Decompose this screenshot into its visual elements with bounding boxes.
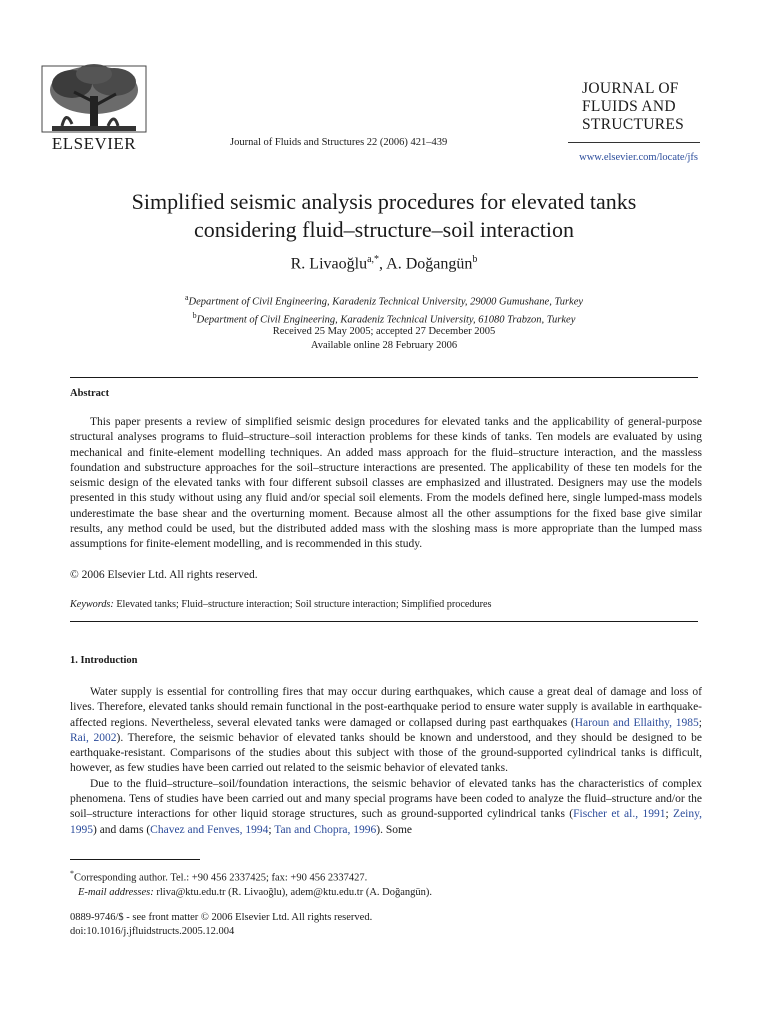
- affiliation-text: Department of Civil Engineering, Karadeniz Technical University, 61080 Trabzon, Turkey: [196, 314, 576, 325]
- author-list: [0, 254, 768, 273]
- available-date: Available online 28 February 2006: [310, 340, 458, 351]
- affiliation-text: Department of Civil Engineering, Karadeniz Technical University, 29000 Gumushane, Turkey: [188, 296, 584, 308]
- author-separator: ,: [379, 255, 387, 273]
- section-heading: 1. Introduction: [70, 655, 138, 666]
- paragraph: [70, 777, 702, 838]
- header-divider: [568, 142, 700, 143]
- citation-link[interactable]: Zeiny, 1995: [70, 808, 702, 836]
- journal-title-line: FLUIDS AND: [582, 98, 676, 115]
- affiliation-marker: b: [192, 310, 197, 320]
- paragraph-text: ). Therefore, the seismic behavior of elevated tanks should be known and understood, and they should be designed to be earthquake-resistant. Comparisons of the studies about this subject with those of the ground-supported cylindrical tanks is difficult, however, as few studies have been carried out related to the seismic behavior of elevated tanks.: [70, 731, 703, 775]
- paragraph-text: ) and dams (: [93, 823, 151, 836]
- article-dates: [0, 325, 768, 353]
- article-title-line: Simplified seismic analysis procedures for elevated tanks: [131, 189, 637, 214]
- email-label: E-mail addresses:: [78, 886, 154, 898]
- article-title: [0, 188, 768, 244]
- citation-link[interactable]: Rai, 2002: [70, 731, 117, 744]
- front-matter: [70, 911, 372, 939]
- paragraph-text: ;: [698, 716, 702, 729]
- affiliations: [0, 291, 768, 326]
- journal-title-line: JOURNAL OF: [582, 80, 679, 97]
- paragraph-text: ;: [268, 823, 275, 836]
- keywords: [70, 599, 491, 610]
- affiliation-a: [0, 291, 768, 309]
- abstract-heading: Abstract: [70, 388, 110, 399]
- corresponding-author-note: [70, 867, 710, 886]
- footnote-text: Corresponding author. Tel.: +90 456 2337425; fax: +90 456 2337427.: [74, 872, 368, 884]
- abstract-copyright: © 2006 Elsevier Ltd. All rights reserved.: [70, 569, 258, 581]
- author-name: A. Doğangün: [386, 255, 473, 273]
- paragraph-text: Water supply is essential for controlling fires that may occur during earthquakes, which cause a great deal of damage and loss of lives. Therefore, elevated tanks should remain functional in the post-earthquake period to ensure water supply is available in earthquake-affected regions. Nevertheless, several elevated tanks were damaged or collapsed during past earthquakes (: [70, 686, 702, 729]
- introduction-body: [70, 685, 702, 838]
- keywords-text: Elevated tanks; Fluid–structure interaction; Soil structure interaction; Simplified procedures: [113, 599, 492, 610]
- abstract-top-rule: [70, 377, 698, 378]
- citation-link[interactable]: Fischer et al., 1991: [573, 808, 666, 821]
- footnote-rule: [70, 859, 200, 860]
- publisher-name: ELSEVIER: [51, 134, 137, 153]
- journal-title-line: STRUCTURES: [582, 116, 685, 133]
- email-addresses: rliva@ktu.edu.tr (R. Livaoğlu), adem@ktu.edu.tr (A. Doğangün).: [153, 886, 433, 898]
- affiliation-b: [0, 309, 768, 327]
- article-title-line: considering fluid–structure–soil interaction: [193, 217, 574, 242]
- footnotes: [70, 867, 710, 900]
- author-name: R. Livaoğlu: [290, 255, 368, 273]
- affiliation-marker: a: [184, 293, 189, 302]
- footnote-marker: *: [70, 869, 74, 878]
- email-note: [70, 886, 710, 900]
- citation-link[interactable]: Haroun and Ellaithy, 1985: [574, 716, 699, 729]
- author-affiliation-marker: a,*: [367, 254, 380, 265]
- journal-url-link[interactable]: www.elsevier.com/locate/jfs: [579, 152, 698, 163]
- paragraph-text: ). Some: [376, 823, 413, 836]
- journal-citation: Journal of Fluids and Structures 22 (2006) 421–439: [230, 137, 448, 148]
- citation-link[interactable]: Tan and Chopra, 1996: [274, 823, 377, 836]
- paragraph: [70, 685, 702, 777]
- author-affiliation-marker: b: [472, 254, 478, 265]
- citation-link[interactable]: Chavez and Fenves, 1994: [150, 823, 269, 836]
- keywords-label: Keywords:: [70, 599, 114, 610]
- received-date: Received 25 May 2005; accepted 27 December 2005: [272, 326, 496, 337]
- doi-line: doi:10.1016/j.jfluidstructs.2005.12.004: [70, 926, 235, 937]
- paragraph-text: ;: [665, 808, 674, 821]
- abstract-text: This paper presents a review of simplified seismic design procedures for elevated tanks and the applicability of general-purpose structural analyses programs to fluid–structure–soil interaction problems for these kinds of tanks. Ten models are evaluated by using mechanical and finite-element modelling techniques. An added mass approach for the fluid–structure interaction, and the massless foundation and substructure approaches for the soil–structure interactions are presented. The applicability of these ten models for the seismic design of the elevated tanks with four different subsoil classes are emphasized and illustrated. Designers may use the models presented in this study without using any fluid and/or special soil elements. From the models defined here, single lumped-mass models underestimate the base shear and the overturning moment. Because almost all the other assumptions for the fixed base give similar results, any method could be used, but the distributed added mass with the sloshing mass is more appropriate than the lumped mass assumptions for finite-element modelling, and is recommended in this study.: [70, 416, 702, 551]
- journal-title: [582, 80, 684, 134]
- issn-line: 0889-9746/$ - see front matter © 2006 Elsevier Ltd. All rights reserved.: [70, 912, 373, 923]
- keywords-bottom-rule: [70, 621, 698, 622]
- paragraph-text: Due to the fluid–structure–soil/foundation interactions, the seismic behavior of elevated tanks has the characteristics of complex phenomena. Tens of studies have been carried out and many special programs have been coded to analyze the fluid–structure and/or the soil–structure interactions for other liquid storage structures, such as ground-supported cylindrical tanks (: [70, 777, 702, 821]
